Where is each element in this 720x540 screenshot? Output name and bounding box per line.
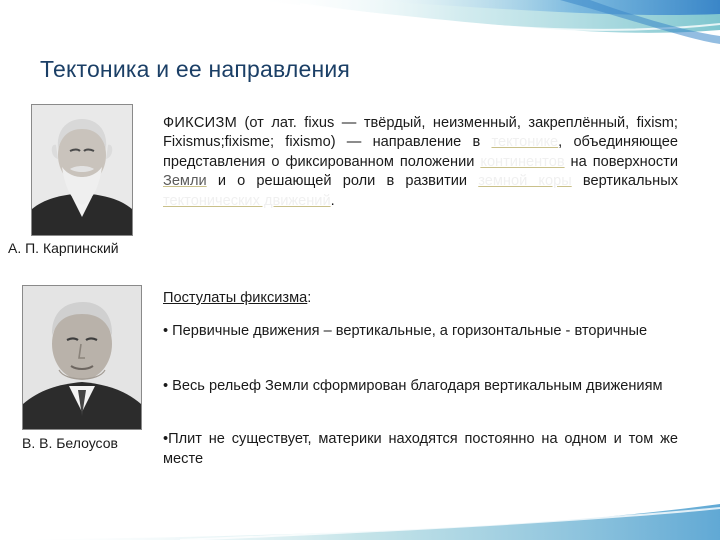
definition-text-1: (от лат. fixus — твёрдый, неизменный, закреплённый, fixism; Fixismus;fixisme; fixismo) — направление в bbox=[163, 115, 678, 151]
caption-karpinsky: А. П. Карпинский bbox=[8, 240, 119, 256]
portrait-karpinsky bbox=[31, 104, 133, 236]
definition-paragraph bbox=[163, 114, 678, 211]
definition-text-3: на поверхности bbox=[564, 153, 678, 170]
page-title: Тектоника и ее направления bbox=[40, 56, 351, 82]
definition-text-4: и о решающей роли в развитии bbox=[206, 173, 479, 190]
portrait-karpinsky-icon bbox=[32, 105, 132, 235]
link-earth[interactable]: Земли bbox=[163, 173, 207, 190]
definition-term: ФИКСИЗМ bbox=[163, 115, 238, 131]
postulate-item: • Весь рельеф Земли сформирован благодаря вертикальным движениям bbox=[163, 378, 663, 394]
link-continents[interactable]: континентов bbox=[480, 153, 565, 170]
link-tectonic-movements[interactable]: тектонических движений bbox=[163, 192, 331, 209]
bottom-swoosh bbox=[0, 504, 720, 540]
postulate-item: •Плит не существует, материки находятся постоянно на одном и том же месте bbox=[163, 431, 678, 467]
link-earth-crust[interactable]: земной коры bbox=[478, 173, 572, 190]
definition-text-6: . bbox=[330, 192, 335, 209]
portrait-belousov bbox=[22, 285, 142, 430]
postulates-heading bbox=[163, 290, 311, 306]
portrait-belousov-icon bbox=[23, 286, 141, 429]
link-tectonics[interactable]: тектонике bbox=[491, 134, 559, 151]
definition-text-2: , объединяющее представления о фиксированном положении bbox=[163, 134, 678, 170]
caption-belousov: В. В. Белоусов bbox=[22, 435, 118, 451]
postulates-heading-text: Постулаты фиксизма bbox=[163, 290, 308, 306]
postulates-heading-colon: : bbox=[307, 290, 312, 306]
postulate-item: • Первичные движения – вертикальные, а горизонтальные - вторичные bbox=[163, 323, 648, 339]
definition-text-5: вертикальных bbox=[571, 173, 678, 190]
